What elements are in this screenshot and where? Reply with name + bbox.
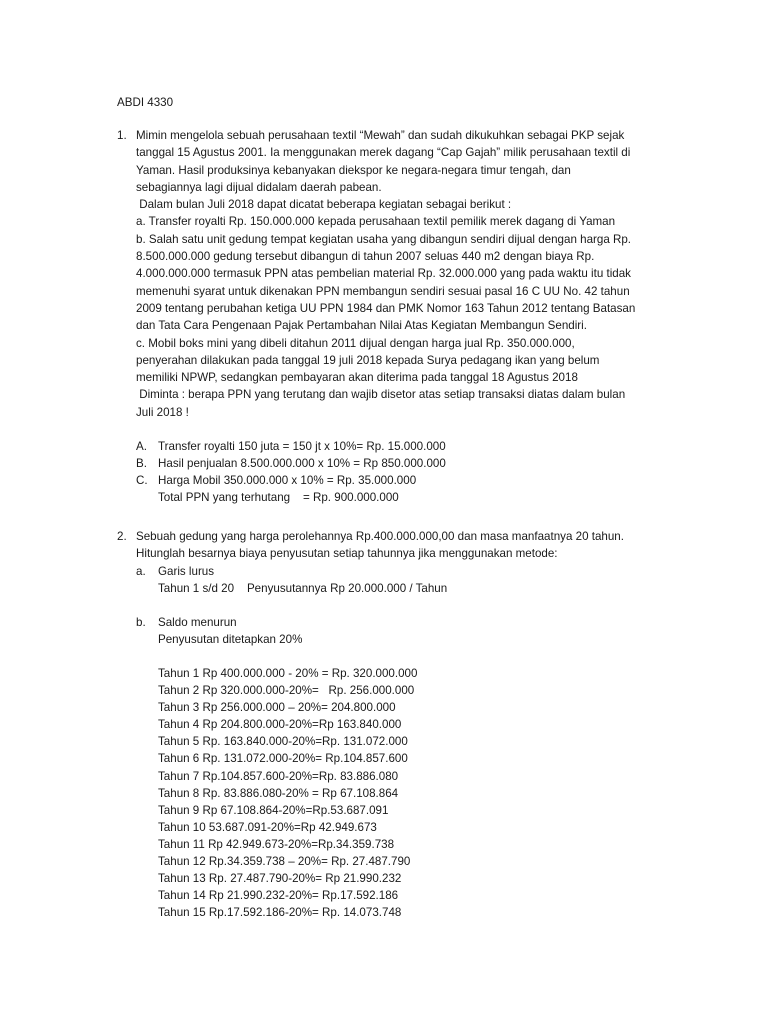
question-line: Yaman. Hasil produksinya kebanyakan diekspor ke negara-negara timur tengah, dan: [136, 163, 571, 177]
question-line: 8.500.000.000 gedung tersebut dibangun di tahun 2007 seluas 440 m2 dengan biaya Rp.: [136, 250, 595, 264]
total-label: Total PPN yang terhutang: [158, 491, 291, 505]
depreciation-year: Tahun 5 Rp. 163.840.000-20%=Rp. 131.072.000: [158, 735, 408, 749]
depreciation-year: Tahun 2 Rp 320.000.000-20%= Rp. 256.000.000: [158, 684, 415, 698]
depreciation-list: [136, 665, 687, 921]
question-line: Diminta : berapa PPN yang terutang dan wajib disetor atas setiap transaksi diatas dalam bulan: [136, 388, 626, 402]
depreciation-year: Tahun 10 53.687.091-20%=Rp 42.949.673: [158, 820, 377, 834]
question-2: [117, 528, 687, 921]
depreciation-year: Tahun 8 Rp. 83.886.080-20% = Rp 67.108.864: [158, 786, 399, 800]
question-body: [136, 528, 687, 921]
question-line: tanggal 15 Agustus 2001. Ia menggunakan merek dagang “Cap Gajah” milik perusahaan textil di: [136, 146, 631, 160]
question-number: 2.: [117, 530, 127, 543]
answer-letter: A.: [136, 440, 147, 454]
method-letter: a.: [136, 564, 146, 578]
question-line: 4.000.000.000 termasuk PPN atas pembelian material Rp. 32.000.000 yang pada waktu itu tidak: [136, 267, 631, 281]
answer-letter: B.: [136, 457, 147, 471]
depreciation-year: Tahun 15 Rp.17.592.186-20%= Rp. 14.073.748: [158, 906, 402, 920]
method-a-row: [136, 563, 687, 580]
method-letter: b.: [136, 615, 146, 629]
question-line: dan Tata Cara Pengenaan Pajak Pertambahan Nilai Atas Kegiatan Membangun Sendiri.: [136, 319, 587, 333]
question-line: memenuhi syarat untuk dikenakan PPN membangun sendiri sesuai pasal 16 C UU No. 42 tahun: [136, 284, 630, 298]
depreciation-year: Tahun 7 Rp.104.857.600-20%=Rp. 83.886.080: [158, 769, 399, 783]
question-line: 2009 tentang perubahan ketiga UU PPN 1984 dan PMK Nomor 163 Tahun 2012 tentang Batasan: [136, 301, 636, 315]
answer-row: [136, 438, 687, 455]
question-1: [117, 127, 687, 506]
depreciation-year: Tahun 6 Rp. 131.072.000-20%= Rp.104.857.600: [158, 752, 408, 766]
question-line: memiliki NPWP, sedangkan pembayaran akan diterima pada tanggal 18 Agustus 2018: [136, 371, 578, 385]
question-body: [136, 127, 687, 506]
method-a-detail: Tahun 1 s/d 20 Penyusutannya Rp 20.000.000 / Tahun: [158, 581, 448, 595]
method-title: Garis lurus: [158, 564, 215, 578]
question-line: Juli 2018 !: [136, 405, 189, 419]
document-code: ABDI 4330: [117, 96, 174, 109]
depreciation-year: Tahun 4 Rp 204.800.000-20%=Rp 163.840.000: [158, 718, 402, 732]
answer-row: [136, 455, 687, 472]
question-line: Hitunglah besarnya biaya penyusutan setiap tahunnya jika menggunakan metode:: [136, 547, 558, 561]
question-number: 1.: [117, 129, 127, 142]
method-b-row: [136, 614, 687, 631]
method-b-detail: Penyusutan ditetapkan 20%: [158, 632, 303, 646]
question-line: a. Transfer royalti Rp. 150.000.000 kepada perusahaan textil pemilik merek dagang di Yaman: [136, 215, 616, 229]
question-line: penyerahan dilakukan pada tanggal 19 juli 2018 kepada Surya pedagang ikan yang belum: [136, 353, 600, 367]
question-line: Sebuah gedung yang harga perolehannya Rp.400.000.000,00 dan masa manfaatnya 20 tahun.: [136, 530, 624, 543]
answer-text: Harga Mobil 350.000.000 x 10% = Rp. 35.000.000: [158, 474, 417, 488]
depreciation-year: Tahun 14 Rp 21.990.232-20%= Rp.17.592.186: [158, 889, 399, 903]
question-line: c. Mobil boks mini yang dibeli ditahun 2011 dijual dengan harga jual Rp. 350.000.000,: [136, 336, 575, 350]
total-row: [136, 489, 687, 506]
depreciation-year: Tahun 12 Rp.34.359.738 – 20%= Rp. 27.487.790: [158, 855, 411, 868]
depreciation-year: Tahun 1 Rp 400.000.000 - 20% = Rp. 320.000.000: [158, 666, 418, 680]
depreciation-year: Tahun 11 Rp 42.949.673-20%=Rp.34.359.738: [158, 837, 395, 851]
answer-letter: C.: [136, 474, 148, 488]
answer-row: [136, 472, 687, 489]
total-value: = Rp. 900.000.000: [303, 491, 399, 505]
question-line: Dalam bulan Juli 2018 dapat dicatat beberapa kegiatan sebagai berikut :: [136, 198, 512, 212]
depreciation-year: Tahun 9 Rp 67.108.864-20%=Rp.53.687.091: [158, 803, 389, 817]
question-line: sebagiannya lagi dijual didalam daerah pabean.: [136, 180, 382, 194]
depreciation-year: Tahun 3 Rp 256.000.000 – 20%= 204.800.000: [158, 701, 396, 715]
question-line: b. Salah satu unit gedung tempat kegiatan usaha yang dibangun sendiri dijual dengan harga Rp.: [136, 232, 632, 246]
depreciation-year: Tahun 13 Rp. 27.487.790-20%= Rp 21.990.232: [158, 872, 402, 886]
method-title: Saldo menurun: [158, 615, 237, 629]
answer-text: Hasil penjualan 8.500.000.000 x 10% = Rp 850.000.000: [158, 457, 446, 471]
question-line: Mimin mengelola sebuah perusahaan textil “Mewah” dan sudah dikukuhkan sebagai PKP sejak: [136, 129, 625, 142]
answer-text: Transfer royalti 150 juta = 150 jt x 10%= Rp. 15.000.000: [158, 440, 446, 454]
